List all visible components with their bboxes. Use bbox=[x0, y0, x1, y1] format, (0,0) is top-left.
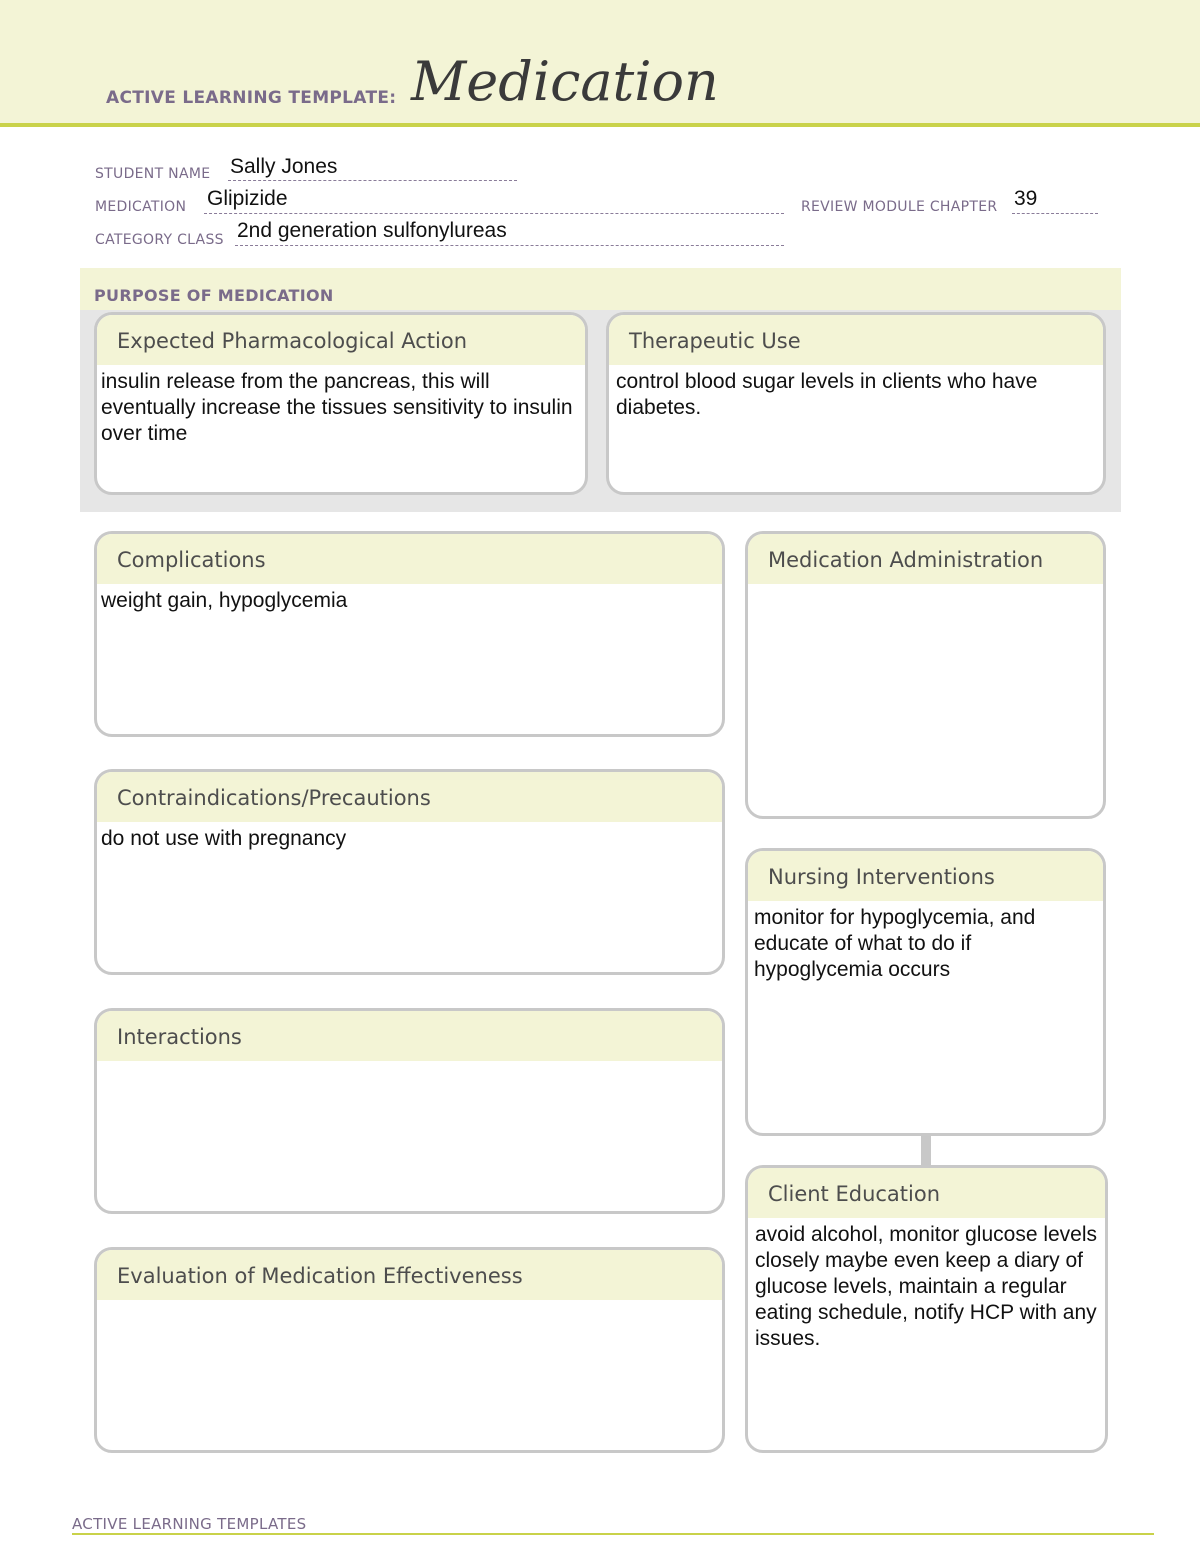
template-label: ACTIVE LEARNING TEMPLATE: bbox=[106, 88, 397, 108]
interactions-box bbox=[94, 1008, 725, 1214]
category-class-label: CATEGORY CLASS bbox=[95, 232, 224, 248]
contraindications-text[interactable]: do not use with pregnancy bbox=[101, 827, 347, 850]
interactions-text[interactable] bbox=[97, 1061, 722, 1065]
therapeutic-use-text[interactable]: control blood sugar levels in clients who have diabetes. bbox=[616, 370, 1038, 419]
medication-line bbox=[204, 213, 784, 214]
client-education-title: Client Education bbox=[748, 1168, 1105, 1218]
contraindications-box bbox=[94, 769, 725, 975]
administration-text[interactable] bbox=[748, 584, 1103, 588]
complications-text[interactable]: weight gain, hypoglycemia bbox=[101, 589, 348, 612]
administration-title: Medication Administration bbox=[748, 534, 1103, 584]
evaluation-text[interactable] bbox=[97, 1300, 722, 1304]
footer-label: ACTIVE LEARNING TEMPLATES bbox=[72, 1515, 307, 1533]
expected-action-text[interactable]: insulin release from the pancreas, this will eventually increase the tissues sensitivity to insulin over time bbox=[101, 370, 573, 445]
evaluation-box bbox=[94, 1247, 725, 1453]
client-education-box bbox=[745, 1165, 1108, 1453]
connector-line bbox=[921, 1134, 931, 1166]
student-name-line bbox=[228, 180, 517, 181]
client-education-text[interactable]: avoid alcohol, monitor glucose levels closely maybe even keep a diary of glucose levels, maintain a regular eating schedule, notify HCP with any issues. bbox=[755, 1223, 1098, 1350]
complications-box bbox=[94, 531, 725, 737]
review-chapter-label: REVIEW MODULE CHAPTER bbox=[801, 199, 998, 215]
footer-rule bbox=[72, 1533, 1154, 1535]
student-name-label: STUDENT NAME bbox=[95, 166, 211, 182]
therapeutic-use-title: Therapeutic Use bbox=[609, 315, 1103, 365]
review-chapter-field[interactable]: 39 bbox=[1014, 187, 1038, 210]
nursing-interventions-text[interactable]: monitor for hypoglycemia, and educate of what to do if hypoglycemia occurs bbox=[754, 906, 1036, 981]
interactions-title: Interactions bbox=[97, 1011, 722, 1061]
complications-title: Complications bbox=[97, 534, 722, 584]
category-class-field[interactable]: 2nd generation sulfonylureas bbox=[237, 219, 507, 242]
medication-field[interactable]: Glipizide bbox=[207, 187, 288, 210]
nursing-interventions-title: Nursing Interventions bbox=[748, 851, 1103, 901]
administration-box bbox=[745, 531, 1106, 819]
evaluation-title: Evaluation of Medication Effectiveness bbox=[97, 1250, 722, 1300]
header-rule bbox=[0, 123, 1200, 127]
category-class-line bbox=[235, 245, 784, 246]
therapeutic-use-box bbox=[606, 312, 1106, 495]
nursing-interventions-box bbox=[745, 848, 1106, 1136]
medication-label: MEDICATION bbox=[95, 199, 187, 215]
purpose-label: PURPOSE OF MEDICATION bbox=[94, 286, 334, 305]
student-name-field[interactable]: Sally Jones bbox=[230, 155, 338, 178]
page-title: Medication bbox=[411, 50, 719, 113]
contraindications-title: Contraindications/Precautions bbox=[97, 772, 722, 822]
expected-action-box bbox=[94, 312, 588, 495]
expected-action-title: Expected Pharmacological Action bbox=[97, 315, 585, 365]
review-chapter-line bbox=[1012, 213, 1098, 214]
